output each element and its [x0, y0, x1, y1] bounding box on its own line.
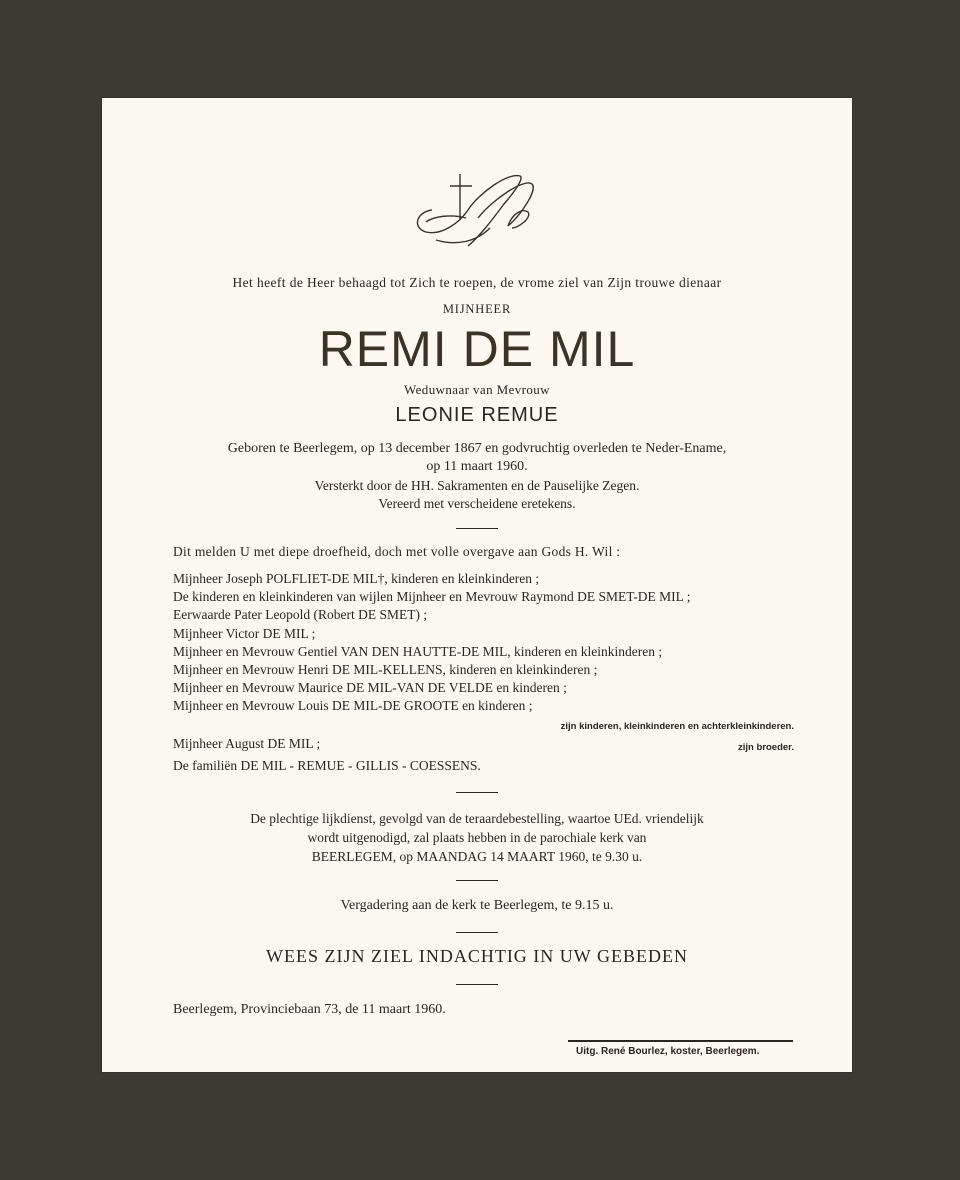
families-line: De familiën DE MIL - REMUE - GILLIS - COESSENS.	[173, 758, 481, 773]
brother-line: Mijnheer August DE MIL ;	[173, 736, 321, 751]
family-line: De kinderen en kleinkinderen van wijlen Mijnheer en Mevrouw Raymond DE SMET-DE MIL ;	[173, 589, 691, 605]
cross-monogram-icon	[412, 170, 552, 256]
death-notice-card	[102, 98, 852, 1072]
birth-death-line-1: Geboren te Beerlegem, op 13 december 1867 en godvruchtig overleden te Neder-Ename,	[227, 441, 727, 456]
family-line: Mijnheer en Mevrouw Louis DE MIL-DE GROOTE en kinderen ;	[173, 698, 533, 714]
honors-text: Vereerd met verscheidene eretekens.	[378, 496, 576, 511]
birth-death-line-2: op 11 maart 1960.	[426, 459, 528, 474]
intro-text: Het heeft de Heer behaagd tot Zich te roepen, de vrome ziel van Zijn trouwe dienaar	[232, 275, 722, 290]
service-line-3: BEERLEGEM, op MAANDAG 14 MAART 1960, te 9.30 u.	[311, 849, 643, 864]
birth-death-info	[102, 440, 852, 476]
deceased-name: REMI DE MIL	[318, 321, 636, 377]
divider	[456, 880, 498, 881]
children-note: zijn kinderen, kleinkinderen en achterkleinkinderen.	[560, 721, 794, 732]
brother-note: zijn broeder.	[738, 742, 794, 753]
divider	[456, 932, 498, 933]
divider	[456, 528, 498, 529]
family-line: Eerwaarde Pater Leopold (Robert DE SMET) ;	[173, 607, 428, 623]
spouse-name: LEONIE REMUE	[395, 404, 559, 426]
meeting-info: Vergadering aan de kerk te Beerlegem, te 9.15 u.	[340, 898, 614, 913]
honorific: MIJNHEER	[442, 302, 512, 316]
family-line: Mijnheer Victor DE MIL ;	[173, 625, 316, 641]
family-line: Mijnheer en Mevrouw Gentiel VAN DEN HAUTTE-DE MIL, kinderen en kleinkinderen ;	[173, 643, 663, 659]
funeral-service-info	[102, 809, 852, 866]
place-date: Beerlegem, Provinciebaan 73, de 11 maart 1960.	[173, 1002, 446, 1017]
prayer-text: WEES ZIJN ZIEL INDACHTIG IN UW GEBEDEN	[266, 946, 688, 966]
divider	[456, 792, 498, 793]
family-list	[173, 570, 813, 716]
family-line: Mijnheer Joseph POLFLIET-DE MIL†, kinderen en kleinkinderen ;	[173, 571, 540, 586]
family-line: Mijnheer en Mevrouw Maurice DE MIL-VAN DE VELDE en kinderen ;	[173, 680, 567, 696]
service-line-1: De plechtige lijkdienst, gevolgd van de teraardebestelling, waartoe UEd. vriendelijk	[250, 811, 704, 826]
announcement-text: Dit melden U met diepe droefheid, doch met volle overgave aan Gods H. Wil :	[173, 544, 621, 559]
printer-credit: Uitg. René Bourlez, koster, Beerlegem.	[576, 1046, 760, 1057]
sacraments-text: Versterkt door de HH. Sakramenten en de Pauselijke Zegen.	[314, 478, 640, 493]
family-line: Mijnheer en Mevrouw Henri DE MIL-KELLENS, kinderen en kleinkinderen ;	[173, 661, 598, 677]
divider	[456, 984, 498, 985]
widow-of-label: Weduwnaar van Mevrouw	[404, 382, 550, 397]
service-line-2: wordt uitgenodigd, zal plaats hebben in de parochiale kerk van	[307, 830, 647, 845]
printer-divider	[568, 1040, 793, 1042]
